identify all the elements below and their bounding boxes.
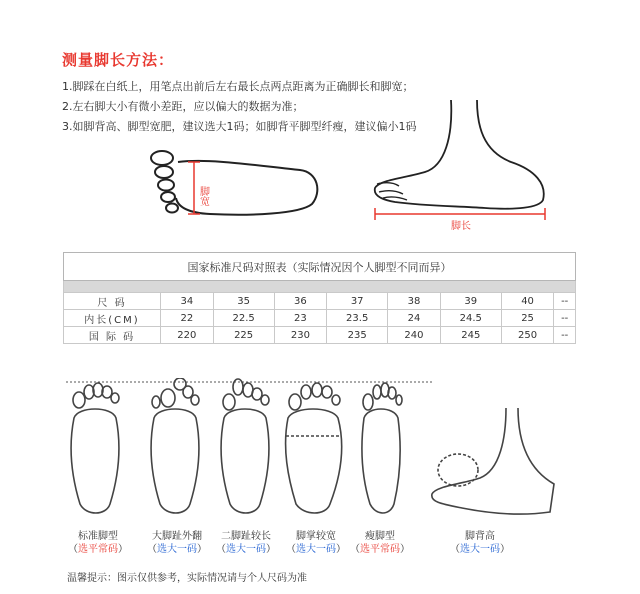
table-cell: 22.5 (213, 310, 274, 327)
instruction-step-2: 2.左右脚大小有微小差距，应以偏大的数据为准； (62, 100, 304, 113)
foot-length-label: 脚长 (451, 221, 471, 232)
table-cell: 35 (213, 293, 274, 310)
table-cell: 38 (388, 293, 441, 310)
table-cell: 24 (388, 310, 441, 327)
foot-type-name-5: 瘦脚型 (365, 531, 395, 542)
foot-type-note-2: （选大一码） (147, 544, 207, 555)
page-title: 测量脚长方法： (62, 51, 175, 69)
footer-tip: 温馨提示：图示仅供参考，实际情况请与个人尺码为准 (67, 573, 307, 584)
table-cell: 240 (388, 327, 441, 344)
size-chart-caption: 国家标准尺码对照表（实际情况因个人脚型不同而异） (64, 253, 576, 281)
row-label: 内长(CM) (64, 310, 161, 327)
foot-types-illustration (62, 378, 582, 518)
size-chart-band (64, 281, 576, 293)
foot-type-note-5: （选平常码） (350, 544, 410, 555)
table-cell: 36 (274, 293, 327, 310)
table-row-length (64, 310, 576, 327)
instruction-step-3: 3.如脚背高、脚型宽肥，建议选大1码；如脚背平脚型纤瘦，建议偏小1码 (62, 120, 417, 133)
row-label: 尺 码 (64, 293, 161, 310)
foot-type-name-2: 大脚趾外翻 (152, 531, 202, 542)
table-cell: 23.5 (327, 310, 388, 327)
table-cell: 34 (161, 293, 214, 310)
foot-width-diagram (140, 148, 330, 228)
table-cell: -- (554, 310, 576, 327)
size-chart-caption-row (64, 253, 576, 281)
table-cell: 23 (274, 310, 327, 327)
table-cell: 37 (327, 293, 388, 310)
table-cell: 40 (501, 293, 554, 310)
foot-width-label: 脚宽 (197, 186, 209, 206)
foot-type-note-3: （选大一码） (216, 544, 276, 555)
foot-type-note-6: （选大一码） (450, 544, 510, 555)
foot-type-name-4: 脚掌较宽 (296, 531, 336, 542)
table-cell: 235 (327, 327, 388, 344)
table-row-size (64, 293, 576, 310)
foot-type-note-4: （选大一码） (286, 544, 346, 555)
foot-type-name-6: 脚背高 (465, 531, 495, 542)
table-cell: 22 (161, 310, 214, 327)
table-row-international (64, 327, 576, 344)
table-cell: 245 (440, 327, 501, 344)
foot-type-name-1: 标准脚型 (78, 531, 118, 542)
size-chart-table (63, 252, 576, 344)
table-cell: 220 (161, 327, 214, 344)
foot-length-diagram (365, 96, 555, 236)
foot-type-note-1: （选平常码） (68, 544, 128, 555)
instruction-step-1: 1.脚踩在白纸上，用笔点出前后左右最长点两点距离为正确脚长和脚宽； (62, 80, 414, 93)
table-cell: 24.5 (440, 310, 501, 327)
foot-type-name-3: 二脚趾较长 (221, 531, 271, 542)
table-cell: 25 (501, 310, 554, 327)
table-cell: 230 (274, 327, 327, 344)
table-cell: 39 (440, 293, 501, 310)
table-cell: -- (554, 293, 576, 310)
table-cell: -- (554, 327, 576, 344)
table-cell: 225 (213, 327, 274, 344)
table-cell: 250 (501, 327, 554, 344)
row-label: 国 际 码 (64, 327, 161, 344)
